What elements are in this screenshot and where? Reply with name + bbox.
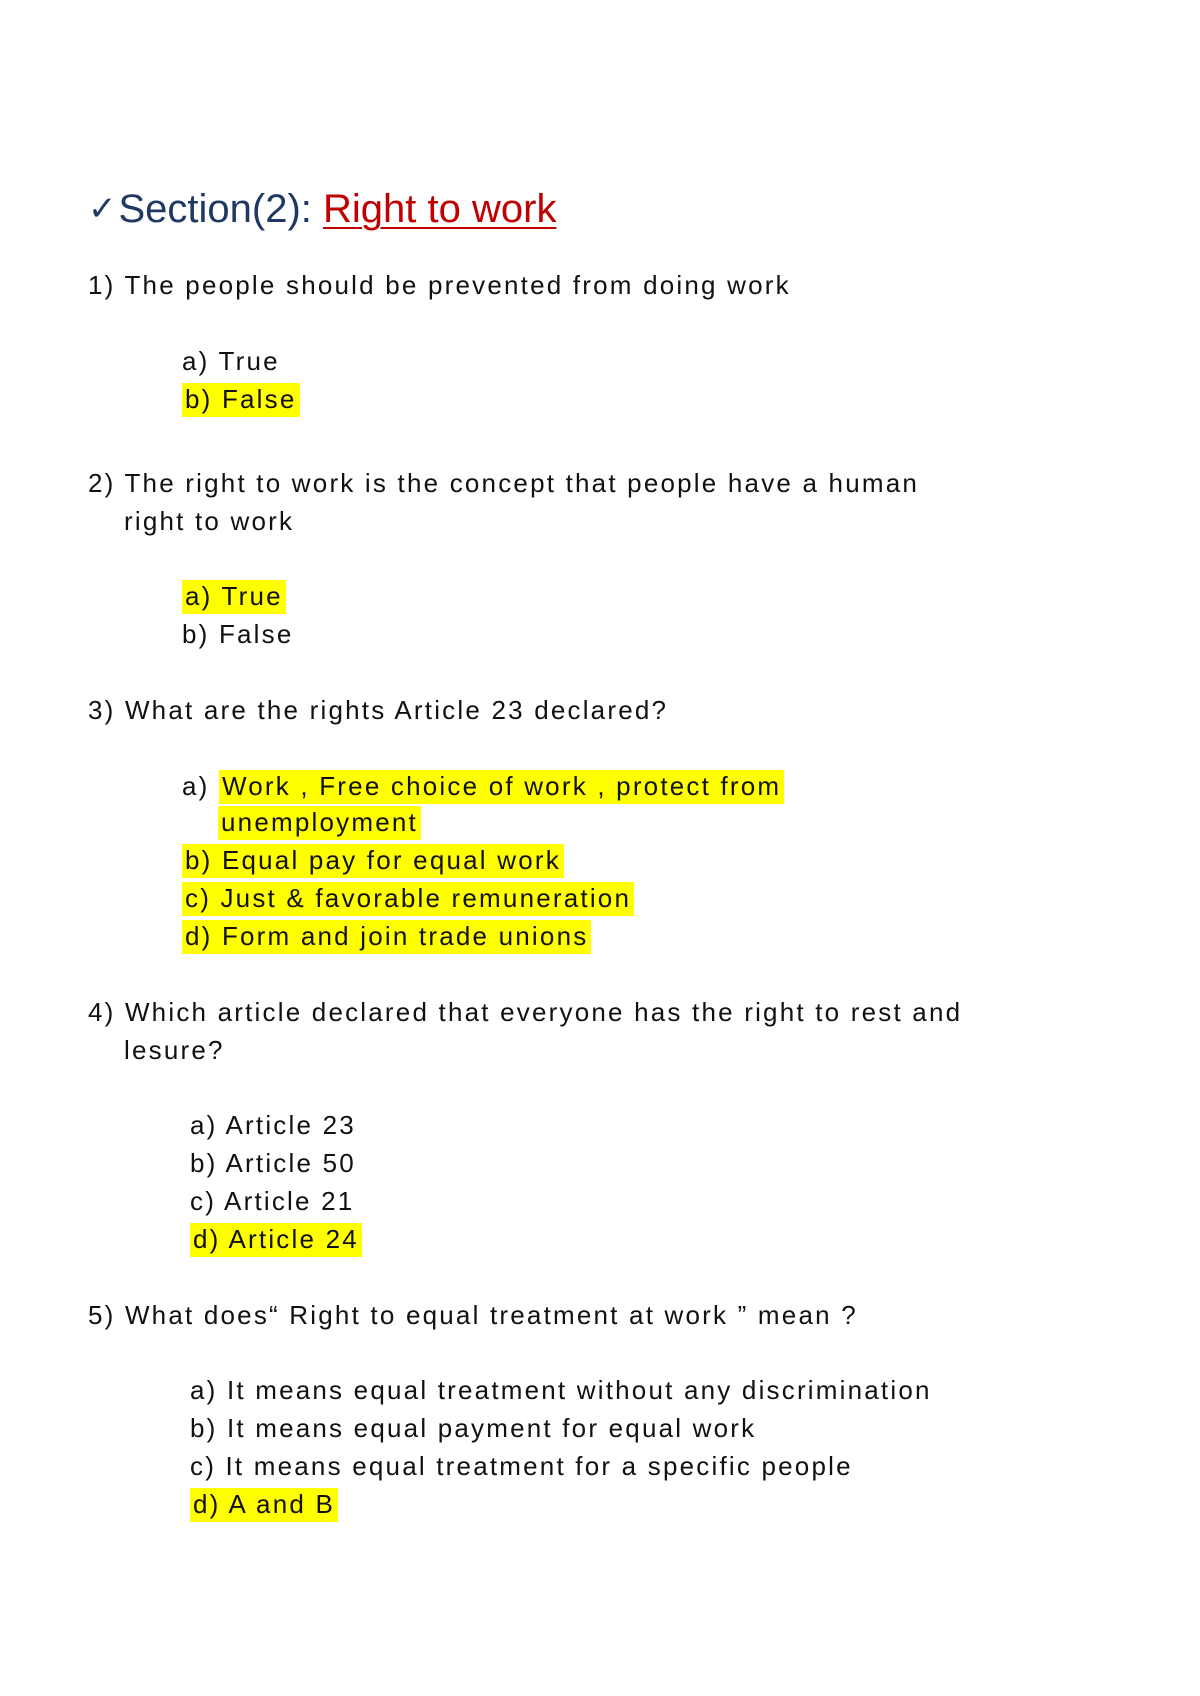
answer-highlight: a) True bbox=[182, 580, 286, 614]
question-1-text: 1) The people should be prevented from doing work bbox=[88, 270, 791, 300]
question-3-text: 3) What are the rights Article 23 declared? bbox=[88, 695, 669, 725]
answer-highlight: c) Just & favorable remuneration bbox=[182, 882, 634, 916]
question-1-option-a: a) True bbox=[182, 346, 280, 376]
question-5-option-d bbox=[190, 1487, 338, 1521]
question-4-option-d bbox=[190, 1222, 362, 1256]
question-3-option-b bbox=[182, 843, 564, 877]
answer-highlight: Work , Free choice of work , protect from bbox=[219, 770, 784, 804]
question-2-text-continued: right to work bbox=[124, 506, 295, 536]
question-5-option-a: a) It means equal treatment without any discrimination bbox=[190, 1375, 932, 1405]
check-mark-icon: ✓ bbox=[88, 190, 117, 228]
question-3-option-a-continued bbox=[218, 805, 421, 839]
question-2-text: 2) The right to work is the concept that people have a human bbox=[88, 468, 920, 498]
section-heading bbox=[88, 184, 556, 234]
section-title: Right to work bbox=[323, 187, 557, 231]
question-3-option-a bbox=[182, 769, 784, 803]
question-5-option-c: c) It means equal treatment for a specific people bbox=[190, 1451, 853, 1481]
question-1-option-b bbox=[182, 382, 300, 416]
question-4-option-c: c) Article 21 bbox=[190, 1186, 355, 1216]
section-label: Section(2): bbox=[118, 187, 324, 231]
question-2-option-a bbox=[182, 579, 286, 613]
question-4-text: 4) Which article declared that everyone has the right to rest and bbox=[88, 997, 963, 1027]
option-letter: a) bbox=[182, 771, 210, 801]
answer-highlight: d) Form and join trade unions bbox=[182, 920, 591, 954]
question-2-option-b: b) False bbox=[182, 619, 294, 649]
question-4-option-b: b) Article 50 bbox=[190, 1148, 356, 1178]
question-4-text-continued: lesure? bbox=[124, 1035, 225, 1065]
answer-highlight: b) Equal pay for equal work bbox=[182, 844, 564, 878]
answer-highlight: unemployment bbox=[218, 806, 421, 840]
question-5-text: 5) What does“ Right to equal treatment at work ” mean ? bbox=[88, 1300, 858, 1330]
question-3-option-d bbox=[182, 919, 591, 953]
question-4-option-a: a) Article 23 bbox=[190, 1110, 356, 1140]
answer-highlight: d) A and B bbox=[190, 1488, 338, 1522]
question-5-option-b: b) It means equal payment for equal work bbox=[190, 1413, 757, 1443]
answer-highlight: d) Article 24 bbox=[190, 1223, 362, 1257]
question-3-option-c bbox=[182, 881, 634, 915]
answer-highlight: b) False bbox=[182, 383, 300, 417]
